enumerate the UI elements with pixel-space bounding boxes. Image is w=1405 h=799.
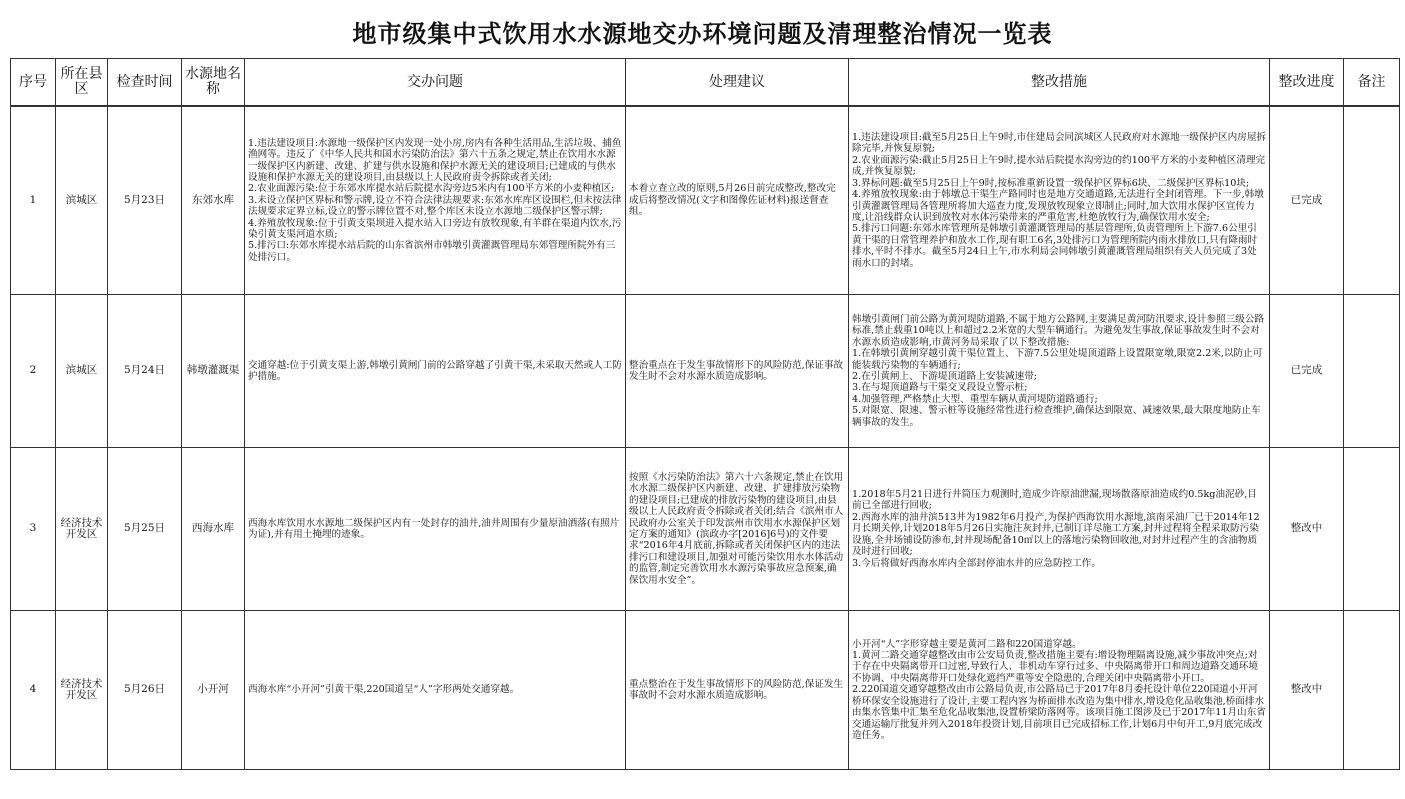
cell-remarks bbox=[1344, 106, 1400, 295]
cell-date: 5月24日 bbox=[108, 295, 182, 448]
problem-item: 西海水库饮用水水源地二级保护区内有一处封存的油井,油井周围有少量原油洒落(有照片为证),并有用土掩埋的迹象。 bbox=[248, 517, 620, 540]
cell-measures bbox=[849, 448, 1270, 611]
cell-suggestion: 整治重点在于发生事故情形下的风险防范,保证事故发生时不会对水源水质造成影响。 bbox=[626, 295, 849, 448]
measure-item: 4.加强管理,严格禁止大型、重型车辆从黄河堤防道路通行; bbox=[852, 393, 1098, 405]
cell-problem bbox=[245, 106, 626, 295]
cell-measures bbox=[849, 611, 1270, 770]
cell-problem bbox=[245, 295, 626, 448]
table-row bbox=[11, 448, 1400, 611]
header-county: 所在县区 bbox=[56, 59, 108, 107]
header-seq: 序号 bbox=[11, 59, 56, 107]
header-measures: 整改措施 bbox=[849, 59, 1270, 107]
measure-item: 3.在与堤顶道路与干渠交叉段设立警示桩; bbox=[852, 382, 1028, 394]
measure-item: 1.在韩墩引黄闸穿越引黄干渠位置上、下游7.5公里处堤顶道路上设置限宽墩,限宽2.2米,以防止可能装载污染物的车辆通行; bbox=[852, 348, 1263, 371]
header-source: 水源地名称 bbox=[182, 59, 245, 107]
cell-remarks bbox=[1344, 448, 1400, 611]
cell-county: 滨城区 bbox=[56, 106, 108, 295]
cell-seq: 3 bbox=[11, 448, 56, 611]
header-remarks: 备注 bbox=[1344, 59, 1400, 107]
measure-item: 2.农业面源污染:截止5月25日上午9时,提水站后院提水沟旁边的约100平方米的小麦种植区清理完成,并恢复原貌; bbox=[852, 154, 1266, 178]
document-title: 地市级集中式饮用水水源地交办环境问题及清理整治情况一览表 bbox=[352, 20, 1053, 48]
table-row bbox=[11, 295, 1400, 448]
cell-remarks bbox=[1344, 611, 1400, 770]
measure-item: 2.在引黄闸上、下游堤顶道路上安装减速带; bbox=[852, 371, 1038, 382]
cell-progress: 已完成 bbox=[1270, 295, 1344, 448]
problem-item: 1.违法建设项目:水源地一级保护区内发现一处小房,房内有各种生活用品,生活垃圾、捕鱼渔网等。违反了《中华人民共和国水污染防治法》第六十五条之规定,禁止在饮用水水源一级保护区内新建、改建、扩建与供水设施和保护水源无关的建设项目;已建成的与供水设施和保护水源无关的建设项目,由县级以上人民政府责令拆除或者关闭; bbox=[248, 137, 622, 183]
measure-item: 小开河“人”字形穿越主要是黄河二路和220国道穿越。 bbox=[852, 638, 1082, 650]
header-suggestion: 处理建议 bbox=[626, 59, 849, 107]
cell-seq: 4 bbox=[11, 611, 56, 770]
cell-source: 小开河 bbox=[182, 611, 245, 770]
problem-item: 2.农业面源污染:位于东郊水库提水站后院提水沟旁边5米内有100平方米的小麦种植区; bbox=[248, 183, 615, 195]
problem-item: 3.未设立保护区界标和警示牌,设立不符合法律法规要求:东郊水库库区设围栏,但未按法律法规要求定界立标,设立的警示牌位置不对,整个库区未设立水源地二级保护区警示牌; bbox=[248, 194, 622, 218]
cell-suggestion: 本着立查立改的原则,5月26日前完成整改,整改完成后将整改情况(文字和图像佐证材料)报送督查组。 bbox=[626, 106, 849, 295]
header-date: 检查时间 bbox=[108, 59, 182, 107]
cell-date: 5月23日 bbox=[108, 106, 182, 295]
remediation-table bbox=[10, 58, 1400, 770]
cell-problem bbox=[245, 448, 626, 611]
cell-source: 西海水库 bbox=[182, 448, 245, 611]
cell-problem bbox=[245, 611, 626, 770]
measure-item: 1.2018年5月21日进行井筒压力观测时,造成少许原油泄漏,现场散落原油造成约0.5kg油泥砂,目前已全部进行回收; bbox=[852, 489, 1257, 512]
measure-item: 2.220国道交通穿越整改由市公路局负责,市公路局已于2017年8月委托设计单位220国道小开河桥环保安全设施进行了设计,主要工程内容为桥面排水改造为集中排水,增设危化品收集池,桥面排水由集水管集中汇集至危化品收集池,设置桥梁防落网等。该项目施工图涉及已于2017年11月山东省交通运输厅批复并列入2018年投资计划,目前项目已完成招标工作,计划6月中旬开工,9月底完成改造任务。 bbox=[852, 684, 1266, 741]
cell-suggestion: 重点整治在于发生事故情形下的风险防范,保证发生事故时不会对水源水质造成影响。 bbox=[626, 611, 849, 770]
measure-item: 1.违法建设项目:截至5月25日上午9时,市住建局会同滨城区人民政府对水源地一级保护区内房屋拆除完毕,并恢复原貌; bbox=[852, 132, 1267, 155]
problem-item: 4.养殖放牧现象:位于引黄支渠坝进入提水站入口旁边有放牧现象,有羊群在渠道内饮水,污染引黄支渠河道水质; bbox=[248, 217, 622, 241]
cell-source: 东郊水库 bbox=[182, 106, 245, 295]
measure-item: 5.排污口问题:东郊水库管理所是韩墩引黄灌溉管理局的基层管理所,负责管理所上下游7.6公里引黄干渠的日常管理养护和放水工作,现有职工6名,3处排污口为管理所院内雨水排放口,只有降雨时排水,平时不排水。截至5月24日上午,市水利局会同韩墩引黄灌溉管理局组织有关人员完成了3处雨水口的封堵。 bbox=[852, 223, 1258, 269]
table-body bbox=[11, 106, 1400, 770]
problem-item: 交通穿越:位于引黄支渠上游,韩墩引黄闸门前的公路穿越了引黄干渠,未采取天然或人工防护措施。 bbox=[248, 359, 622, 382]
measure-item: 4.养殖放牧现象:由于韩墩总干渠生产路同时也是地方交通道路,无法进行全封闭管理。下一步,韩墩引黄灌溉管理局各管理所将加大巡查力度,发现放牧现象立即制止;同时,加大饮用水保护区宣传力度,让沿线群众认识到放牧对水体污染带来的严重危害,杜绝放牧行为,确保饮用水安全; bbox=[852, 189, 1264, 223]
measure-item: 韩墩引黄闸门前公路为黄河堤防道路,不属于地方公路网,主要满足黄河防汛要求,设计参照三级公路标准,禁止载重10吨以上和超过2.2米宽的大型车辆通行。为避免发生事故,保证事故发生时不会对水源水质造成影响,市黄河务局采取了以下整改措施: bbox=[852, 313, 1265, 348]
cell-seq: 1 bbox=[11, 106, 56, 295]
measure-item: 2.西海水库的油井滨513井为1982年6月投产,为保护西海饮用水源地,滨南采油厂已于2014年12月长期关停,计划2018年5月26日实施注灰封井,已制订详尽施工方案,封井过程将全程采取防污染设施,全井场铺设防渗布,封井现场配备10㎡以上的落地污染物回收池,对封井过程产生的含油物质及时进行回收; bbox=[852, 511, 1260, 558]
cell-date: 5月25日 bbox=[108, 448, 182, 611]
cell-progress: 整改中 bbox=[1270, 611, 1344, 770]
cell-county: 滨城区 bbox=[56, 295, 108, 448]
problem-item: 5.排污口:东郊水库提水站后院的山东省滨州市韩墩引黄灌溉管理局东郊管理所院外有三处排污口。 bbox=[248, 240, 616, 263]
measure-item: 3.今后将做好西海水库内全部封停油水井的应急防控工作。 bbox=[852, 557, 1101, 569]
cell-source: 韩墩灌溉渠 bbox=[182, 295, 245, 448]
measure-item: 1.黄河二路交通穿越整改由市公安局负责,整改措施主要有:增设物理隔离设施,减少事故冲突点;对于存在中央隔离带开口过密,导致行人、非机动车穿行过多、中央隔离带开口和周边道路交通环境不协调、中央隔离带开口处绿化遮挡严重等安全隐患的,合理关闭中央隔离带小开口。 bbox=[852, 650, 1258, 684]
header-problem: 交办问题 bbox=[245, 59, 626, 107]
cell-measures bbox=[849, 295, 1270, 448]
table-row bbox=[11, 106, 1400, 295]
measure-item: 5.对限宽、限速、警示桩等设施经常性进行检查维护,确保达到限宽、减速效果,最大限度地防止车辆事故的发生。 bbox=[852, 405, 1261, 428]
header-progress: 整改进度 bbox=[1270, 59, 1344, 107]
problem-item: 西海水库“小开河”引黄干渠,220国道呈“人”字形两处交通穿越。 bbox=[248, 684, 520, 696]
cell-county: 经济技术开发区 bbox=[56, 611, 108, 770]
cell-date: 5月26日 bbox=[108, 611, 182, 770]
measure-item: 3.界标问题:截至5月25日上午9时,按标准重新设置一级保护区界标6块、二级保护区界标10块; bbox=[852, 177, 1250, 189]
cell-measures bbox=[849, 106, 1270, 295]
cell-progress: 整改中 bbox=[1270, 448, 1344, 611]
cell-remarks bbox=[1344, 295, 1400, 448]
header-row bbox=[11, 59, 1400, 107]
cell-suggestion: 按照《水污染防治法》第六十六条规定,禁止在饮用水水源二级保护区内新建、改建、扩建排放污染物的建设项目;已建成的排放污染物的建设项目,由县级以上人民政府责令拆除或者关闭;结合《滨州市人民政府办公室关于印发滨州市饮用水水源保护区划定方案的通知》(滨政办字[2016]6号)的文件要求“2016年4月底前,拆除或者关闭保护区内的违法排污口和建设项目,加强对可能污染饮用水水体活动的监管,制定完善饮用水水源污染事故应急预案,确保饮用水安全”。 bbox=[626, 448, 849, 611]
cell-progress: 已完成 bbox=[1270, 106, 1344, 295]
table-row bbox=[11, 611, 1400, 770]
cell-county: 经济技术开发区 bbox=[56, 448, 108, 611]
cell-seq: 2 bbox=[11, 295, 56, 448]
